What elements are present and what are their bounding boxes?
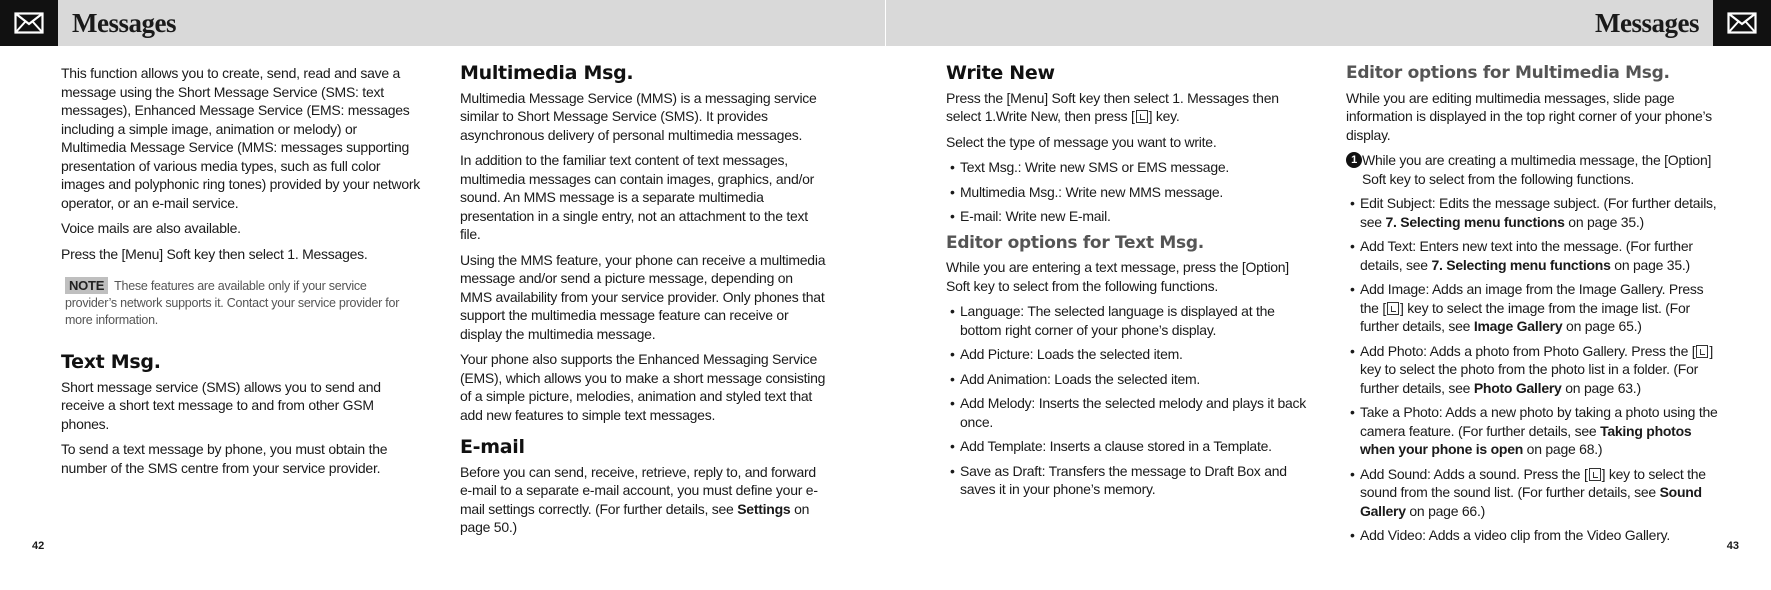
- mms-paragraph-3: Using the MMS feature, your phone can receive a multimedia message and/or send a picture message, depending on MMS availability from your service provider. Only phones that support the multimedia message feature can receive or display the multimedia message.: [460, 251, 826, 342]
- press-menu-paragraph: Press the [Menu] Soft key then select 1. Messages.: [61, 245, 368, 262]
- list-item: • Add Template: Inserts a clause stored in a Template.: [946, 437, 1308, 456]
- voice-mails-paragraph: Voice mails are also available.: [61, 220, 241, 236]
- step-1: [1346, 151, 1724, 188]
- mms-paragraph-4: Your phone also supports the Enhanced Messaging Service (EMS), which allows you to make a short message consisting of a simple picture, melodies, animation and styled text that add new features to simple text messages.: [460, 351, 826, 423]
- list-item: • Add Image: Adds an image from the Image Gallery. Press the [ ] key to select the image from the image list. (For further details, see Image Gallery on page 65.): [1346, 280, 1724, 336]
- right-page-number: 43: [1726, 540, 1739, 552]
- left-header-icon-box: [0, 0, 58, 46]
- list-item: • Take a Photo: Adds a new photo by taking a photo using the camera feature. (For further details, see Taking photos when your phone is open on page 68.): [1346, 403, 1724, 459]
- list-item: • Add Sound: Adds a sound. Press the [ ] key to select the sound from the sound list. (For further details, see Sound Gallery on page 66.): [1346, 465, 1724, 521]
- list-item: • Add Picture: Loads the selected item.: [946, 345, 1308, 364]
- confirm-key-icon: [1696, 345, 1708, 358]
- list-item: • E-mail: Write new E-mail.: [946, 207, 1308, 226]
- list-item: • Add Photo: Adds a photo from Photo Gallery. Press the [ ] key to select the photo from the photo list in a folder. (For further details, see Photo Gallery on page 63.): [1346, 342, 1724, 398]
- list-item: • Add Text: Enters new text into the message. (For further details, see 7. Selecting menu functions on page 35.): [1346, 237, 1724, 274]
- editor-mms-heading: Editor options for Multimedia Msg.: [1346, 63, 1670, 83]
- editor-text-msg-heading: Editor options for Text Msg.: [946, 232, 1204, 253]
- confirm-key-icon: [1136, 110, 1148, 123]
- list-item: • Add Melody: Inserts the selected melody and plays it back once.: [946, 394, 1308, 431]
- right-page-title: Messages: [1595, 8, 1699, 38]
- mms-paragraph-1: Multimedia Message Service (MMS) is a messaging service similar to Short Message Service (SMS). It provides asynchronous delivery of personal multimedia messages.: [460, 89, 817, 143]
- right-column-4: [1346, 64, 1724, 551]
- step-1-text: While you are creating a multimedia message, the [Option] Soft key to select from the following functions.: [1362, 152, 1712, 187]
- left-column-2: [460, 64, 826, 544]
- settings-reference: Settings: [737, 500, 791, 517]
- message-type-list: [946, 158, 1308, 226]
- step-number-badge: 1: [1346, 152, 1362, 168]
- right-column-3: [946, 64, 1308, 505]
- text-msg-paragraph-2: To send a text message by phone, you must obtain the number of the SMS centre from your service provider.: [61, 441, 388, 476]
- note-label: NOTE: [65, 277, 108, 294]
- editor-text-options-list: [946, 302, 1308, 499]
- editor-mms-options-list: [1346, 194, 1724, 545]
- list-item: • Add Video: Adds a video clip from the Video Gallery.: [1346, 526, 1724, 545]
- write-new-paragraph-2: Select the type of message you want to write.: [946, 133, 1217, 150]
- left-page-title: Messages: [72, 8, 176, 38]
- list-item: • Save as Draft: Transfers the message to Draft Box and saves it in your phone’s memory.: [946, 462, 1308, 499]
- left-page: [0, 0, 885, 590]
- email-paragraph: Before you can send, receive, retrieve, reply to, and forward e-mail to a separate e-mail account, you must define your e-mail settings correctly. (For further details, see Settings on page 50.): [460, 463, 818, 535]
- note-text: These features are available only if your service provider’s network supports it. Contact your service provider for more information.: [65, 279, 400, 327]
- envelope-icon: [14, 12, 44, 34]
- text-msg-heading: Text Msg.: [61, 351, 161, 373]
- write-new-paragraph-1: Press the [Menu] Soft key then select 1. Messages then select 1.Write New, then press [ ] key.: [946, 89, 1279, 124]
- text-msg-paragraph-1: Short message service (SMS) allows you to send and receive a short text message to and from other GSM phones.: [61, 378, 381, 432]
- list-item: • Text Msg.: Write new SMS or EMS message.: [946, 158, 1308, 177]
- list-item: • Language: The selected language is displayed at the bottom right corner of your phone’s display.: [946, 302, 1308, 339]
- confirm-key-icon: [1589, 468, 1601, 481]
- mms-paragraph-2: In addition to the familiar text content of text messages, multimedia messages can contain images, graphics, and/or sound. An MMS message is a separate multimedia presentation in a single entry, not an attachment to the text file.: [460, 152, 815, 242]
- right-header-icon-box: [1713, 0, 1771, 46]
- right-page: [886, 0, 1771, 590]
- intro-paragraph: This function allows you to create, send, read and save a message using the Short Message Service (SMS: text messages), Enhanced Message Service (EMS: messages including a simple image, animation or melody) or Multimedia Message Service (MMS: messages supporting presentation of various media types, such as full color images and polyphonic ring tones) provided by your network operator, or an e-mail service.: [61, 65, 421, 211]
- confirm-key-icon: [1387, 302, 1399, 315]
- envelope-icon: [1727, 12, 1757, 34]
- list-item: • Edit Subject: Edits the message subject. (For further details, see 7. Selecting menu functions on page 35.): [1346, 194, 1724, 231]
- left-page-number: 42: [32, 540, 45, 552]
- note-block: [65, 277, 421, 329]
- email-heading: E-mail: [460, 436, 525, 458]
- multimedia-msg-heading: Multimedia Msg.: [460, 62, 634, 84]
- write-new-heading: Write New: [946, 62, 1055, 84]
- editor-text-msg-paragraph: While you are entering a text message, press the [Option] Soft key to select from the following functions.: [946, 259, 1289, 294]
- list-item: • Multimedia Msg.: Write new MMS message.: [946, 183, 1308, 202]
- left-column-1: [61, 64, 421, 484]
- list-item: • Add Animation: Loads the selected item.: [946, 370, 1308, 389]
- editor-mms-paragraph: While you are editing multimedia messages, slide page information is displayed in the top right corner of your phone’s display.: [1346, 89, 1712, 143]
